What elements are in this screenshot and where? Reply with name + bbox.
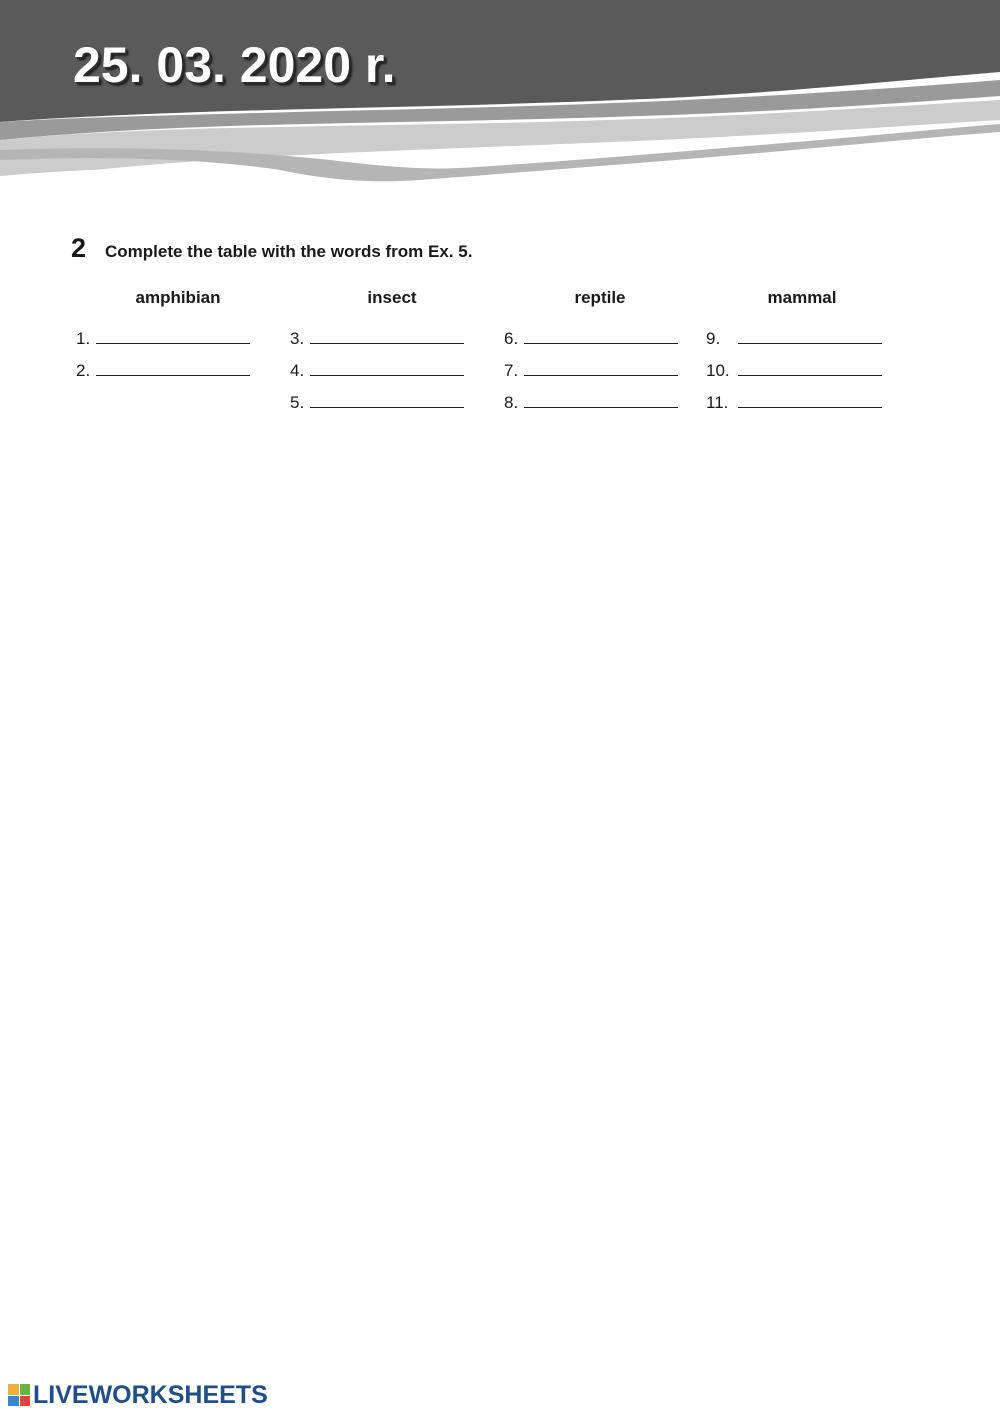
page-date-title: 25. 03. 2020 r. [73, 37, 396, 93]
blank-number: 2. [76, 361, 91, 380]
blank-number: 4. [290, 361, 305, 380]
blank-number: 9. [706, 329, 721, 348]
answer-line[interactable] [524, 393, 678, 408]
blank-number: 8. [504, 393, 519, 412]
answer-blank-8[interactable] [504, 393, 678, 413]
answer-line[interactable] [96, 361, 250, 376]
header-banner [0, 0, 1000, 190]
answer-line[interactable] [310, 393, 464, 408]
answer-blank-1[interactable] [76, 329, 250, 349]
answer-blank-9[interactable] [706, 329, 882, 349]
answer-line[interactable] [310, 329, 464, 344]
header-wave-graphic [0, 0, 1000, 190]
liveworksheets-logo[interactable] [8, 1381, 268, 1409]
blank-number: 5. [290, 393, 305, 412]
blank-number: 3. [290, 329, 305, 348]
column-header-amphibian: amphibian [135, 288, 221, 307]
answer-blank-2[interactable] [76, 361, 250, 381]
blank-number: 7. [504, 361, 519, 380]
blank-number: 6. [504, 329, 519, 348]
answer-blank-5[interactable] [290, 393, 464, 413]
answer-blank-10[interactable] [706, 361, 882, 381]
answer-line[interactable] [310, 361, 464, 376]
blank-number: 11. [706, 393, 729, 412]
exercise-heading [71, 233, 931, 264]
answer-blank-7[interactable] [504, 361, 678, 381]
answer-blank-3[interactable] [290, 329, 464, 349]
column-header-insect: insect [367, 288, 417, 307]
liveworksheets-logo-icon [8, 1384, 30, 1406]
answer-line[interactable] [524, 329, 678, 344]
logo-text: LIVEWORKSHEETS [33, 1380, 268, 1409]
answer-line[interactable] [738, 361, 882, 376]
answer-line[interactable] [738, 393, 882, 408]
answer-line[interactable] [524, 361, 678, 376]
exercise-instruction: Complete the table with the words from Ex. 5. [105, 242, 473, 261]
answer-line[interactable] [738, 329, 882, 344]
answer-blank-4[interactable] [290, 361, 464, 381]
column-header-mammal: mammal [767, 288, 837, 307]
exercise-number: 2 [71, 233, 87, 263]
answer-line[interactable] [96, 329, 250, 344]
answer-blank-6[interactable] [504, 329, 678, 349]
answer-blank-11[interactable] [706, 393, 882, 413]
column-header-reptile: reptile [574, 288, 626, 307]
blank-number: 10. [706, 361, 730, 380]
blank-number: 1. [76, 329, 91, 348]
